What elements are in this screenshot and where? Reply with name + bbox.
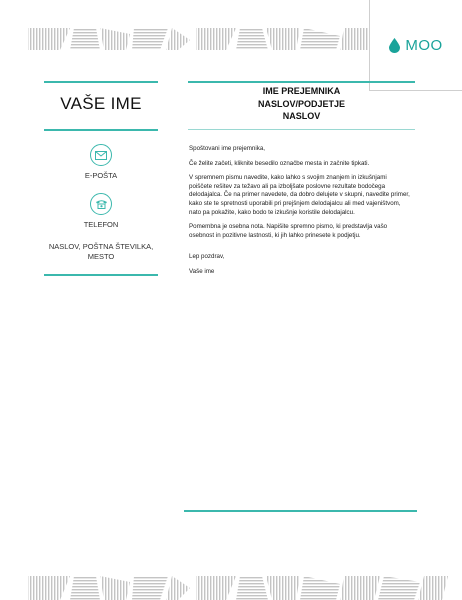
address-line-2: MESTO [87,252,115,261]
letter-paragraph: Pomembna je osebna nota. Napišite spremno pismo, ki predstavlja vašo osebnost in pozitivne lastnosti, ki jih lahko prinesete k podjetju. [189,223,388,239]
letter-body [189,145,411,283]
letter-bottom-rule [184,510,417,512]
sidebar-bottom-rule [44,274,158,276]
email-label: E-POŠTA [84,171,118,180]
recipient-address: NASLOV [282,111,321,121]
phone-label: TELEFON [83,220,119,229]
letter-closing: Lep pozdrav, [189,253,225,261]
applicant-name: VAŠE IME [60,94,142,113]
recipient-block [188,85,415,123]
logo-text: MOO [405,36,443,54]
letter-paragraph: V spremnem pismu navedite, kako lahko s svojim znanjem in izkušnjami poiščete rešitev za težavo ali pa izboljšate poslovne rezultate bodočega delodajalca. Če na primer navedete, da dobro delujete v skupni, navedite primer, kako ste te spretnosti uporabili pri prejšnjem delodajalcu ali med vajeništvom, nato pa pokažite, kako bodo te izkušnje koristile delodajalcu. [189,174,410,216]
recipient-bottom-rule [188,129,415,130]
recipient-company: NASLOV/PODJETJE [257,98,346,109]
recipient-top-rule [188,81,415,83]
letter-signature: Vaše ime [189,267,215,275]
mail-icon [90,144,112,166]
letter-paragraph: Če želite začeti, kliknite besedilo označbe mesta in začnite tipkati. [189,159,370,167]
phone-icon [90,193,112,215]
pattern-graphic [0,574,462,600]
letter-greeting: Spoštovani ime prejemnika, [189,145,266,152]
logo [369,0,462,91]
recipient-name: IME PREJEMNIKA [262,86,341,96]
address-line-1: NASLOV, POŠTNA ŠTEVILKA, [48,242,154,251]
drop-icon [389,38,400,53]
name-top-rule [44,81,158,83]
name-bottom-rule [44,129,158,131]
decorative-banner-bottom [0,574,462,600]
